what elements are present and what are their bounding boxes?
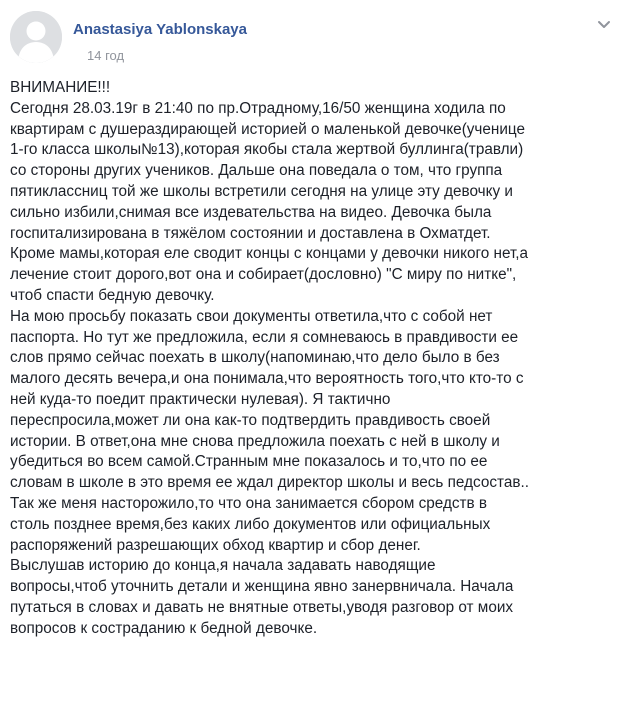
post-text-line: вопросов к состраданию к бедной девочке. (10, 619, 318, 637)
post-text-line: убедиться во всем самой.Странным мне показалось и то,что по ее (10, 453, 488, 471)
author-name-link[interactable]: Anastasiya Yablonskaya (73, 21, 247, 38)
author-avatar[interactable] (10, 11, 62, 63)
post-text-line: со стороны других учеников. Дальше она поведала о том, что группа (10, 162, 503, 180)
post-text-line: малого десять вечера,и она понимала,что вероятность того,что кто-то с (10, 370, 524, 388)
post-text-line: паспорта. Но тут же предложила, если я сомневаюсь в правдивости ее (10, 328, 519, 346)
post-text-line: пятиклассниц той же школы встретили сегодня на улице эту девочку и (10, 182, 513, 200)
post-text-line: Кроме мамы,которая еле сводит концы с концами у девочки никого нет,а (10, 245, 529, 263)
post-text-line: Сегодня 28.03.19г в 21:40 по пр.Отрадному,16/50 женщина ходила по (10, 99, 506, 117)
post-menu-chevron-down-icon[interactable] (596, 16, 612, 32)
post-text-line: госпитализирована в тяжёлом состоянии и доставлена в Охматдет. (10, 224, 491, 242)
post-text-line: распоряжений разрешающих обход квартир и сбор денег. (10, 536, 421, 554)
post-text-line: Выслушав историю до конца,я начала задавать наводящие (10, 557, 436, 575)
post-text-line: квартирам с душераздирающей историей о маленькой девочке(ученице (10, 120, 525, 138)
default-profile-avatar-icon (10, 11, 62, 63)
post-text-line: переспросила,может ли она как-то подтвердить правдивость своей (10, 411, 491, 429)
post-text-line: сильно избили,снимая все издевательства на видео. Девочка была (10, 203, 492, 221)
post-text-line: ВНИМАНИЕ!!! (10, 79, 111, 96)
post-text-line: вопросы,чтоб уточнить детали и женщина явно занервничала. Начала (10, 578, 514, 596)
post-text-line: лечение стоит дорого,вот она и собирает(дословно) "С миру по нитке", (10, 266, 517, 284)
post-text-line: чтоб спасти бедную девочку. (10, 286, 215, 304)
post-text-line: 1-го класса школы№13),которая якобы стала жертвой буллинга(травли) (10, 141, 524, 159)
post-timestamp[interactable]: 14 год (87, 48, 125, 63)
post-text-line: столь позднее время,без каких либо документов или официальных (10, 515, 491, 533)
post-text-line: слов прямо сейчас поехать в школу(напоминаю,что дело было в без (10, 349, 500, 367)
post-body-text (10, 78, 614, 640)
post-text-line: На мою просьбу показать свои документы ответила,что с собой нет (10, 307, 493, 325)
post-text-line: путаться в словах и давать не внятные ответы,уводя разговор от моих (10, 598, 514, 616)
post-text-line: словам в школе в это время ее ждал директор школы и весь педсостав.. (10, 474, 529, 492)
post-text-line: ней куда-то поедит практически нулевая). Я тактично (10, 390, 391, 408)
post-text-line: истории. В ответ,она мне снова предложила поехать с ней в школу и (10, 432, 500, 450)
post-text-line: Так же меня насторожило,то что она занимается сбором средств в (10, 494, 488, 512)
